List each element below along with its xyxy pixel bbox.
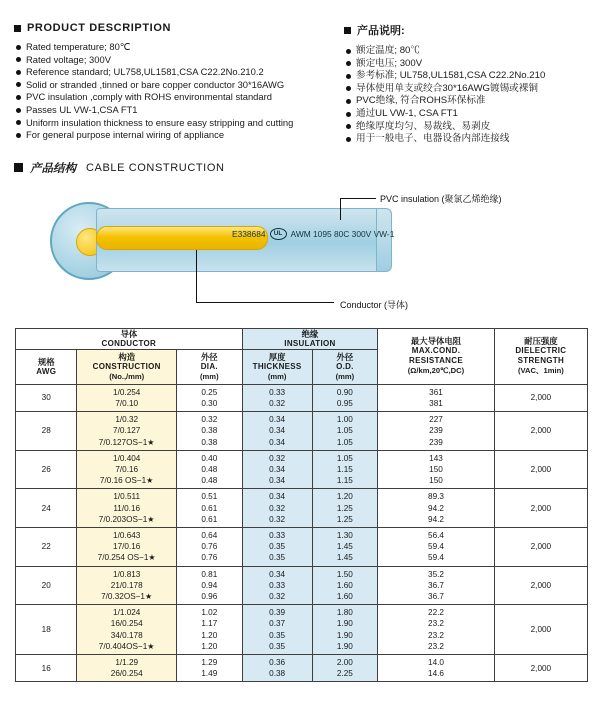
cell-dielectric-strength: 2,000 [494, 384, 587, 411]
list-item: 用于一般电子、电器设备内部连接线 [344, 133, 589, 146]
header-insulation-thickness: 厚度 THICKNESS (mm) [242, 349, 312, 384]
square-bullet-icon [14, 25, 21, 32]
bullet-dot-icon [346, 74, 351, 79]
cell-dielectric-strength: 2,000 [494, 489, 587, 528]
cable-jacket-end [376, 208, 392, 272]
cell-conductor-diameter: 0.32 0.38 0.38 [176, 412, 242, 451]
leader-line-conductor-horizontal [196, 302, 334, 303]
cell-max-resistance: 227 239 239 [378, 412, 495, 451]
cell-dielectric-strength: 2,000 [494, 450, 587, 489]
cell-max-resistance: 361 381 [378, 384, 495, 411]
bullet-dot-icon [16, 133, 21, 138]
cable-construction-diagram [0, 180, 603, 320]
cell-conductor-diameter: 1.29 1.49 [176, 655, 242, 682]
cell-insulation-thickness: 0.39 0.37 0.35 0.35 [242, 605, 312, 655]
cell-construction: 1/0.511 11/0.16 7/0.203OS−1★ [77, 489, 177, 528]
description-english-list [14, 41, 344, 142]
leader-line-insulation-vertical [340, 198, 341, 220]
cell-insulation-thickness: 0.32 0.34 0.34 [242, 450, 312, 489]
list-item: Passes UL VW-1,CSA FT1 [14, 104, 344, 117]
list-item: PVC绝缘, 符合ROHS环保标准 [344, 95, 589, 108]
cell-max-resistance: 143 150 150 [378, 450, 495, 489]
cell-conductor-diameter: 0.64 0.76 0.76 [176, 527, 242, 566]
product-description-title-cn [344, 22, 589, 38]
cell-outer-diameter: 1.50 1.60 1.60 [312, 566, 378, 605]
description-section [0, 0, 603, 146]
cell-dielectric-strength: 2,000 [494, 527, 587, 566]
header-awg: 规格 AWG [16, 349, 77, 384]
bullet-dot-icon [346, 137, 351, 142]
cell-construction: 1/0.813 21/0.178 7/0.32OS−1★ [77, 566, 177, 605]
list-item: 绝缘厚度均匀、易裁线、易剥皮 [344, 121, 589, 134]
cell-awg: 24 [16, 489, 77, 528]
cell-awg: 26 [16, 450, 77, 489]
cell-outer-diameter: 1.80 1.90 1.90 1.90 [312, 605, 378, 655]
cell-max-resistance: 14.0 14.6 [378, 655, 495, 682]
header-construction: 构造 CONSTRUCTION (No.,/mm) [77, 349, 177, 384]
cell-outer-diameter: 1.20 1.25 1.25 [312, 489, 378, 528]
description-chinese-column [344, 22, 589, 146]
ul-logo-icon: UL [270, 228, 287, 240]
product-description-title [14, 22, 344, 34]
cable-surface-marking [232, 228, 394, 240]
cell-dielectric-strength: 2,000 [494, 566, 587, 605]
bullet-dot-icon [346, 86, 351, 91]
bullet-dot-icon [16, 70, 21, 75]
cell-outer-diameter: 0.90 0.95 [312, 384, 378, 411]
cell-dielectric-strength: 2,000 [494, 655, 587, 682]
cell-insulation-thickness: 0.34 0.33 0.32 [242, 566, 312, 605]
specification-table [15, 328, 588, 683]
cell-awg: 16 [16, 655, 77, 682]
table-row [16, 384, 588, 411]
table-row [16, 605, 588, 655]
table-row [16, 566, 588, 605]
bullet-dot-icon [16, 108, 21, 113]
list-item: Solid or stranded ,tinned or bare copper conductor 30*16AWG [14, 79, 344, 92]
cell-construction: 1/1.29 26/0.254 [77, 655, 177, 682]
bullet-dot-icon [16, 45, 21, 50]
bullet-dot-icon [346, 61, 351, 66]
header-max-resistance: 最大导体电阻 MAX.COND. RESISTANCE (Ω/km,20℃,DC) [378, 328, 495, 384]
cell-dielectric-strength: 2,000 [494, 605, 587, 655]
bullet-dot-icon [346, 124, 351, 129]
description-chinese-list [344, 45, 589, 146]
leader-line-conductor-vertical [196, 250, 197, 302]
table-row [16, 489, 588, 528]
bullet-dot-icon [346, 112, 351, 117]
cell-awg: 28 [16, 412, 77, 451]
bullet-dot-icon [346, 49, 351, 54]
header-conductor-diameter: 外径 DIA. (mm) [176, 349, 242, 384]
specification-table-body [16, 384, 588, 682]
cell-max-resistance: 56.4 59.4 59.4 [378, 527, 495, 566]
table-row [16, 412, 588, 451]
cell-max-resistance: 22.2 23.2 23.2 23.2 [378, 605, 495, 655]
bullet-dot-icon [16, 95, 21, 100]
header-group-insulation: 绝缘 INSULATION [242, 328, 378, 349]
marking-spec-text: AWM 1095 80C 300V VW-1 [290, 228, 395, 239]
product-description-title-cn-text: 产品说明: [357, 25, 405, 37]
header-dielectric-strength: 耐压强度 DIELECTRIC STRENGTH (VAC、1min) [494, 328, 587, 384]
list-item: Uniform insulation thickness to ensure easy stripping and cutting [14, 117, 344, 130]
list-item: Rated temperature; 80℃ [14, 41, 344, 54]
list-item: 参考标准; UL758,UL1581,CSA C22.2No.210 [344, 70, 589, 83]
cell-outer-diameter: 2.00 2.25 [312, 655, 378, 682]
cell-construction: 1/0.404 7/0.16 7/0.16 OS−1★ [77, 450, 177, 489]
list-item: 通过UL VW-1, CSA FT1 [344, 108, 589, 121]
header-outer-diameter: 外径 O.D. (mm) [312, 349, 378, 384]
list-item: 额定电压; 300V [344, 58, 589, 71]
leader-line-insulation-horizontal [340, 198, 376, 199]
description-english-column [14, 22, 344, 146]
list-item: Rated voltage; 300V [14, 54, 344, 67]
bullet-dot-icon [346, 99, 351, 104]
cell-conductor-diameter: 0.40 0.48 0.48 [176, 450, 242, 489]
product-description-title-text: PRODUCT DESCRIPTION [27, 22, 172, 34]
cell-outer-diameter: 1.30 1.45 1.45 [312, 527, 378, 566]
table-header-group-row [16, 328, 588, 349]
cable-construction-title-cn: 产品结构 [30, 162, 76, 175]
table-row [16, 450, 588, 489]
table-row [16, 655, 588, 682]
label-conductor: Conductor (导体) [340, 299, 409, 310]
cable-construction-title-en: CABLE CONSTRUCTION [86, 161, 225, 174]
cell-awg: 20 [16, 566, 77, 605]
cell-conductor-diameter: 0.51 0.61 0.61 [176, 489, 242, 528]
list-item: 导体使用单支或绞合30*16AWG镀锡或裸铜 [344, 83, 589, 96]
list-item: Reference standard; UL758,UL1581,CSA C22.2No.210.2 [14, 66, 344, 79]
square-bullet-icon [344, 27, 351, 34]
marking-file-number: E338684 [232, 228, 266, 239]
cell-construction: 1/0.643 17/0.16 7/0.254 OS−1★ [77, 527, 177, 566]
cell-max-resistance: 35.2 36.7 36.7 [378, 566, 495, 605]
cell-conductor-diameter: 1.02 1.17 1.20 1.20 [176, 605, 242, 655]
cell-awg: 22 [16, 527, 77, 566]
list-item: For general purpose internal wiring of appliance [14, 129, 344, 142]
cell-outer-diameter: 1.05 1.15 1.15 [312, 450, 378, 489]
bullet-dot-icon [16, 120, 21, 125]
header-group-conductor: 导体 CONDUCTOR [16, 328, 243, 349]
cell-max-resistance: 89.3 94.2 94.2 [378, 489, 495, 528]
list-item: 额定温度; 80℃ [344, 45, 589, 58]
cell-conductor-diameter: 0.25 0.30 [176, 384, 242, 411]
list-item: PVC insulation ,comply with ROHS environmental standard [14, 91, 344, 104]
bullet-dot-icon [16, 82, 21, 87]
cell-outer-diameter: 1.00 1.05 1.05 [312, 412, 378, 451]
cell-insulation-thickness: 0.34 0.34 0.34 [242, 412, 312, 451]
bullet-dot-icon [16, 57, 21, 62]
cell-awg: 18 [16, 605, 77, 655]
cell-conductor-diameter: 0.81 0.94 0.96 [176, 566, 242, 605]
cell-construction: 1/1.024 16/0.254 34/0.178 7/0.404OS−1★ [77, 605, 177, 655]
table-row [16, 527, 588, 566]
cell-insulation-thickness: 0.33 0.35 0.35 [242, 527, 312, 566]
cell-insulation-thickness: 0.36 0.38 [242, 655, 312, 682]
cell-awg: 30 [16, 384, 77, 411]
cell-construction: 1/0.254 7/0.10 [77, 384, 177, 411]
square-bullet-icon [14, 163, 23, 172]
cell-insulation-thickness: 0.33 0.32 [242, 384, 312, 411]
cell-dielectric-strength: 2,000 [494, 412, 587, 451]
cell-insulation-thickness: 0.34 0.32 0.32 [242, 489, 312, 528]
cable-construction-heading [0, 146, 603, 176]
label-pvc-insulation: PVC insulation (聚氯乙烯绝缘) [380, 193, 502, 204]
cell-construction: 1/0.32 7/0.127 7/0.127OS−1★ [77, 412, 177, 451]
